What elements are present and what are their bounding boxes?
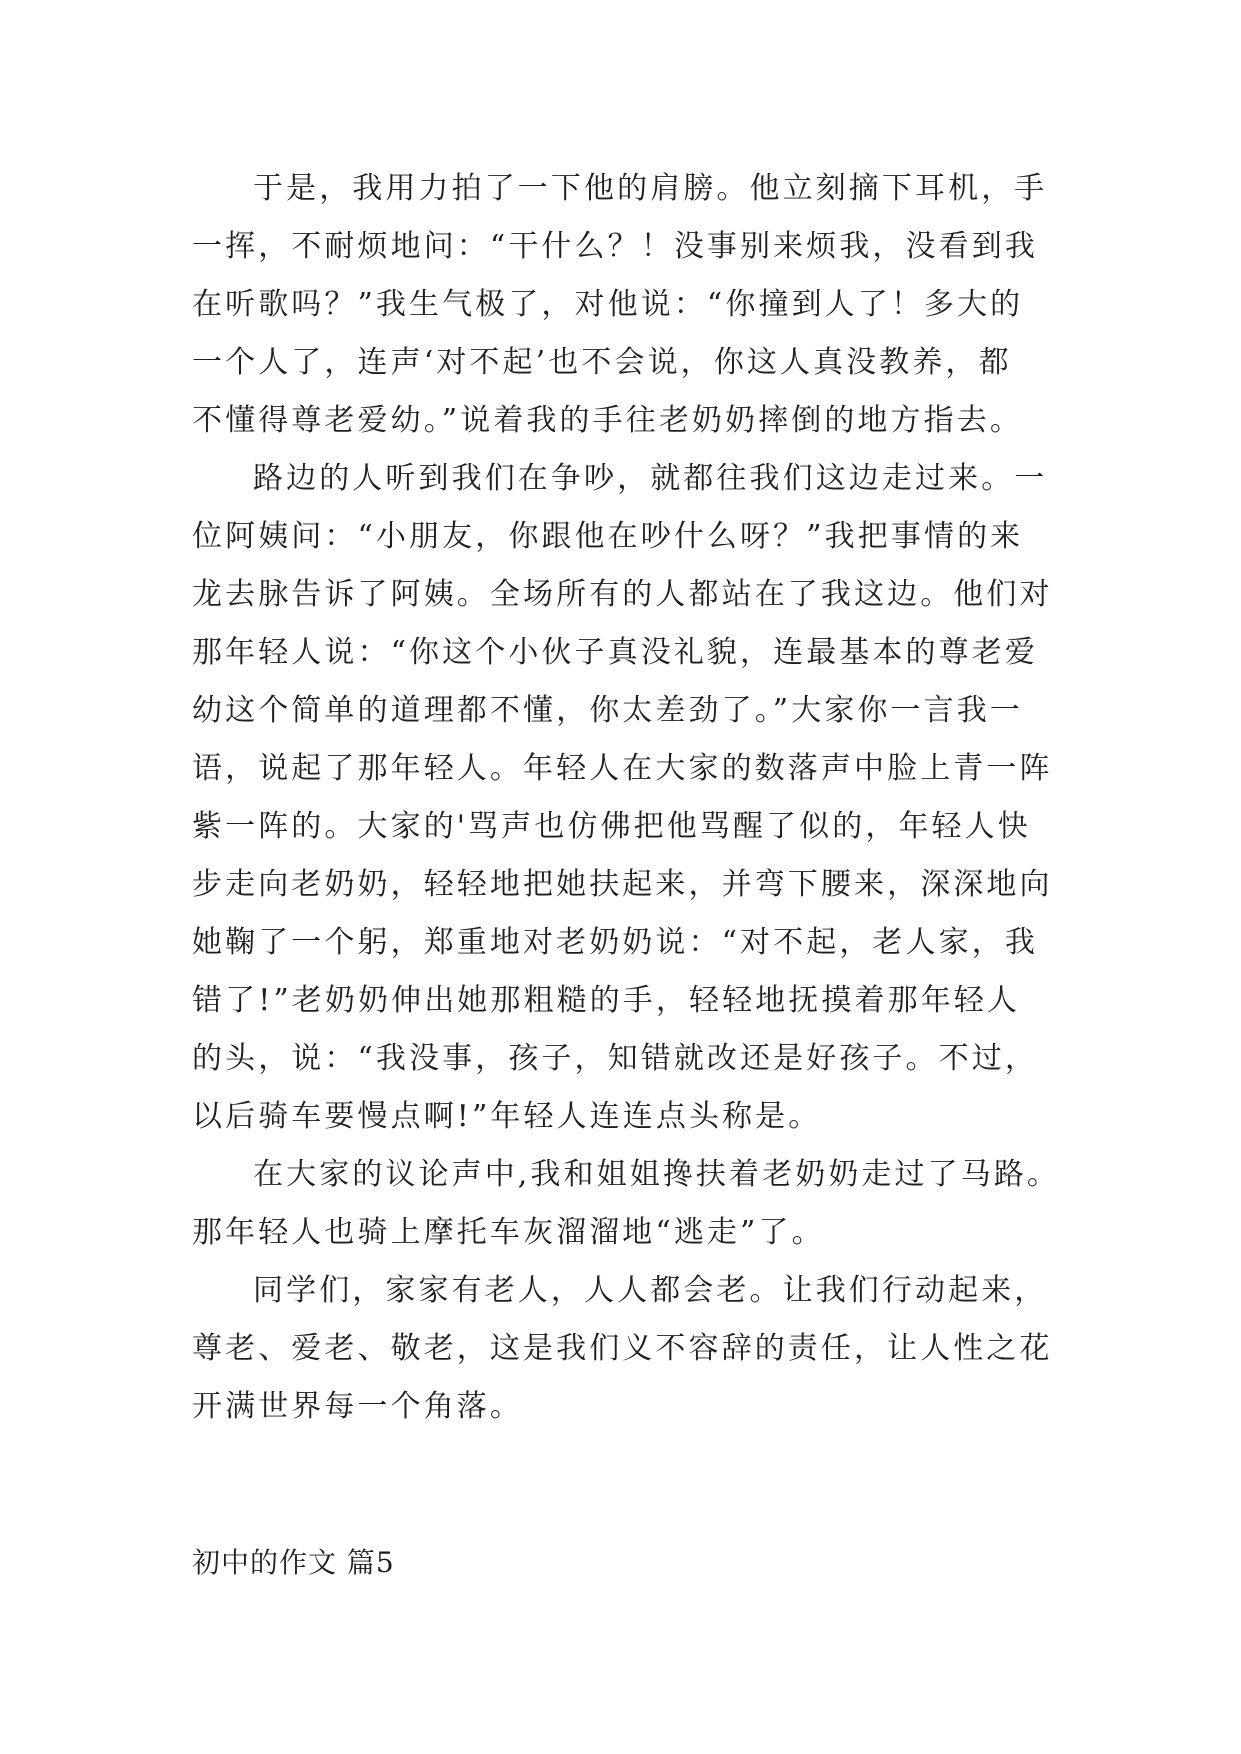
paragraph-2 xyxy=(192,450,1054,1146)
text-line: 错了!”老奶奶伸出她那粗糙的手，轻轻地抚摸着那年轻人 xyxy=(192,983,1020,1018)
text-line: 那年轻人说：“你这个小伙子真没礼貌，连最基本的尊老爱 xyxy=(192,635,1038,670)
text-line: 幼这个简单的道理都不懂，你太差劲了。”大家你一言我一 xyxy=(192,693,1023,728)
text-line: 同学们，家家有老人，人人都会老。让我们行动起来， xyxy=(253,1273,1048,1308)
text-line: 紫一阵的。大家的'骂声也仿佛把他骂醒了似的，年轻人快 xyxy=(192,809,1031,844)
paragraph-3 xyxy=(192,1146,1061,1262)
section-heading: 初中的作文 篇5 xyxy=(192,1546,395,1579)
text-line: 不懂得尊老爱幼。”说着我的手往老奶奶摔倒的地方指去。 xyxy=(192,403,1023,438)
text-line: 以后骑车要慢点啊!”年轻人连连点头称是。 xyxy=(192,1099,822,1134)
text-line: 她鞠了一个躬，郑重地对老奶奶说：“对不起，老人家，我 xyxy=(192,925,1038,960)
text-line: 一挥，不耐烦地问：“干什么？！没事别来烦我，没看到我 xyxy=(192,229,1038,264)
text-line: 路边的人听到我们在争吵，就都往我们这边走过来。一 xyxy=(253,461,1048,496)
text-line: 于是，我用力拍了一下他的肩膀。他立刻摘下耳机，手 xyxy=(253,171,1048,206)
text-line: 在听歌吗？”我生气极了，对他说：“你撞到人了！多大的 xyxy=(192,287,1024,322)
text-line: 步走向老奶奶，轻轻地把她扶起来，并弯下腰来，深深地向 xyxy=(192,867,1053,902)
text-line: 的头，说：“我没事，孩子，知错就改还是好孩子。不过， xyxy=(192,1041,1038,1076)
document-body xyxy=(192,160,1061,1592)
text-line: 那年轻人也骑上摩托车灰溜溜地“逃走”了。 xyxy=(192,1215,825,1250)
text-line: 尊老、爱老、敬老，这是我们义不容辞的责任，让人性之花 xyxy=(192,1331,1053,1366)
text-line: 一个人了，连声‘对不起’也不会说，你这人真没教养，都 xyxy=(192,345,1012,380)
paragraph-4 xyxy=(192,1262,1054,1436)
text-line: 位阿姨问：“小朋友，你跟他在吵什么呀？”我把事情的来 xyxy=(192,519,1024,554)
text-line: 开满世界每一个角落。 xyxy=(192,1389,523,1424)
text-line: 龙去脉告诉了阿姨。全场所有的人都站在了我这边。他们对 xyxy=(192,577,1053,612)
text-line: 语，说起了那年轻人。年轻人在大家的数落声中脸上青一阵 xyxy=(192,751,1053,786)
section-spacer xyxy=(192,1436,1054,1534)
text-line: 在大家的议论声中,我和姐姐搀扶着老奶奶走过了马路。 xyxy=(253,1157,1061,1192)
paragraph-1 xyxy=(192,160,1054,450)
